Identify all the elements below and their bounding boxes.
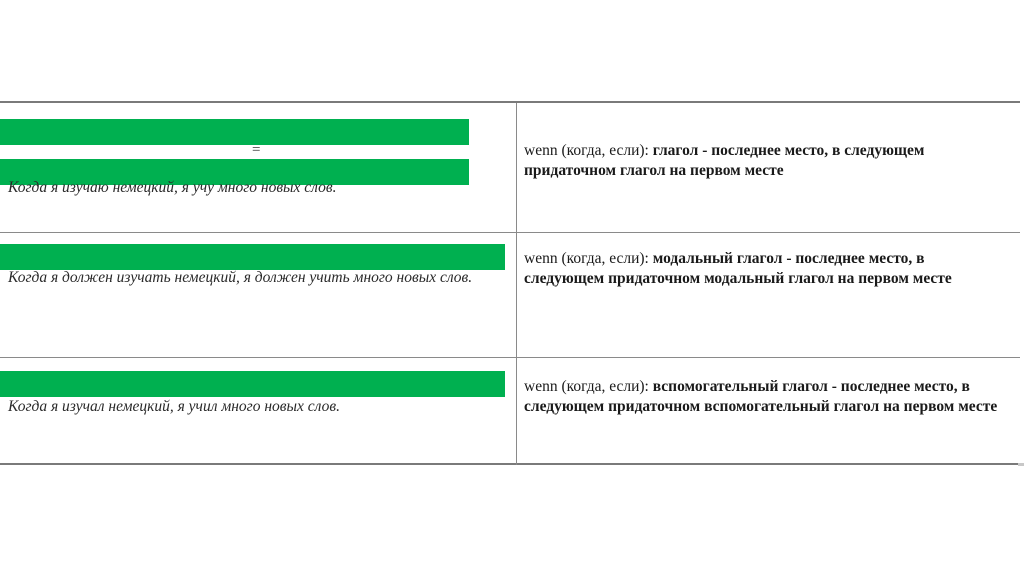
table-row [0,103,1020,233]
grammar-table [0,101,1020,465]
rule-main: модальный глагол - последнее место, в следующем придаточном модальный глагол на первом месте [524,250,952,287]
rule-main: глагол - последнее место, в следующем придаточном глагол на первом месте [524,142,925,179]
rule-prefix: wenn (когда, если): [524,378,653,395]
example-sentence: Когда я изучаю немецкий, я учу много новых слов. [8,179,337,196]
example-cell [0,233,516,357]
rule-prefix: wenn (когда, если): [524,142,653,159]
example-sentence: Когда я должен изучать немецкий, я должен учить много новых слов. [8,269,473,286]
rule-main: вспомогательный глагол - последнее место, в следующем придаточном вспомогательный глагол на первом месте [524,378,998,415]
table-row [0,358,1020,465]
table-row [0,233,1020,358]
equals-sign: = [252,142,261,158]
example-cell [0,358,516,465]
rule-cell [522,358,1012,465]
example-cell [0,103,516,232]
green-highlight-bar [0,119,469,145]
rule-cell [522,103,1012,232]
rule-text [524,377,1006,417]
green-highlight-bar [0,371,505,397]
example-sentence: Когда я изучал немецкий, я учил много новых слов. [8,398,340,415]
column-divider [516,103,517,465]
rule-text [524,141,1006,181]
green-highlight-bar [0,244,505,270]
divider-mark [1018,463,1024,466]
rule-cell [522,233,1012,357]
rule-prefix: wenn (когда, если): [524,250,653,267]
rule-text [524,249,1006,289]
